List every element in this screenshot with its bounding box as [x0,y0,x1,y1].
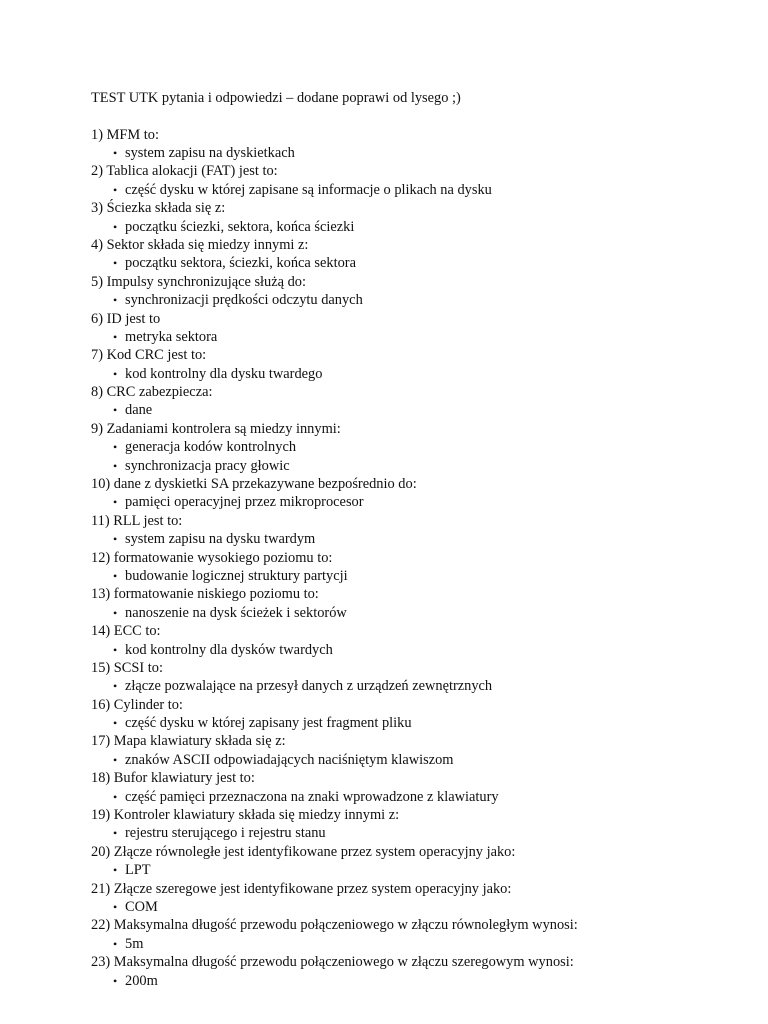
question-item: 18) Bufor klawiatury jest to: [91,770,255,787]
question-item: 11) RLL jest to: [91,512,183,529]
answer-text: złącze pozwalające na przesył danych z urządzeń zewnętrznych [125,678,493,695]
answer-text: dane [125,402,153,419]
bullet-icon: • [113,752,118,767]
answer-item [91,401,731,419]
question-item: 16) Cylinder to: [91,696,183,713]
bullet-icon: • [113,293,118,308]
question-item: 23) Maksymalna długość przewodu połączeniowego w złączu szeregowym wynosi: [91,954,574,971]
answer-text: początku ściezki, sektora, końca ściezki [125,218,355,235]
answer-item [91,567,731,585]
bullet-icon: • [113,403,118,418]
answer-text: 200m [125,972,158,989]
bullet-icon: • [113,642,118,657]
answer-text: 5m [125,935,144,952]
answer-text: generacja kodów kontrolnych [125,439,297,456]
question-item: 7) Kod CRC jest to: [91,347,207,364]
answer-text: początku sektora, ściezki, końca sektora [125,255,356,272]
answer-text: rejestru sterującego i rejestru stanu [125,825,326,842]
answer-text: część dysku w której zapisane są informacje o plikach na dysku [125,181,492,198]
answer-item [91,254,731,272]
answer-text: część pamięci przeznaczona na znaki wprowadzone z klawiatury [125,788,499,805]
bullet-icon: • [113,145,118,160]
question-item: 21) Złącze szeregowe jest identyfikowane przez system operacyjny jako: [91,880,512,897]
bullet-icon: • [113,532,118,547]
answer-item [91,530,731,548]
answer-item [91,604,731,622]
answer-text: synchronizacji prędkości odczytu danych [125,292,363,309]
bullet-icon: • [113,826,118,841]
bullet-icon: • [113,366,118,381]
answer-item [91,935,731,953]
question-item: 6) ID jest to [91,310,161,327]
answer-text: LPT [125,862,151,879]
answer-item [91,218,731,236]
question-item: 12) formatowanie wysokiego poziomu to: [91,549,333,566]
bullet-icon: • [113,440,118,455]
answer-item [91,457,731,475]
answer-item [91,328,731,346]
bullet-icon: • [113,900,118,914]
question-item: 13) formatowanie niskiego poziomu to: [91,586,319,603]
answer-item [91,788,731,806]
question-item: 17) Mapa klawiatury składa się z: [91,733,286,750]
answer-text: COM [125,899,158,915]
bullet-icon: • [113,936,118,951]
answer-text: pamięci operacyjnej przez mikroprocesor [125,494,364,511]
answer-item [91,714,731,732]
bullet-icon: • [113,219,118,234]
answer-text: część dysku w której zapisany jest fragment pliku [125,715,412,732]
question-item: 3) Ściezka składa się z: [91,200,226,217]
answer-item [91,144,731,162]
bullet-icon: • [113,256,118,271]
answer-item [91,641,731,659]
answer-item [91,751,731,769]
answer-item [91,898,731,916]
answer-text: znaków ASCII odpowiadających naciśniętym klawiszom [125,751,454,768]
bullet-icon: • [113,329,118,344]
bullet-icon: • [113,863,118,878]
question-item: 2) Tablica alokacji (FAT) jest to: [91,163,278,180]
answer-item [91,493,731,511]
answer-item [91,677,731,695]
answer-text: system zapisu na dyskietkach [125,144,295,161]
bullet-icon: • [113,973,118,988]
answer-item [91,972,731,990]
question-list [91,126,731,990]
question-item: 8) CRC zabezpiecza: [91,384,213,401]
question-item: 10) dane z dyskietki SA przekazywane bezpośrednio do: [91,476,417,493]
answer-text: kod kontrolny dla dysku twardego [125,365,323,382]
question-item: 20) Złącze równoległe jest identyfikowane przez system operacyjny jako: [91,843,516,860]
answer-item [91,291,731,309]
document-page [91,88,731,990]
bullet-icon: • [113,789,118,804]
answer-text: synchronizacja pracy głowic [125,457,290,474]
answer-text: kod kontrolny dla dysków twardych [125,641,333,658]
bullet-icon: • [113,182,118,197]
answer-text: nanoszenie na dysk ścieżek i sektorów [125,604,347,621]
question-item: 5) Impulsy synchronizujące służą do: [91,273,307,290]
answer-text: budowanie logicznej struktury partycji [125,567,348,584]
answer-item [91,438,731,456]
bullet-icon: • [113,458,118,473]
bullet-icon: • [113,568,118,583]
answer-item [91,181,731,199]
answer-item [91,861,731,879]
question-item: 9) Zadaniami kontrolera są miedzy innymi: [91,420,341,437]
question-item: 22) Maksymalna długość przewodu połączeniowego w złączu równoległym wynosi: [91,917,578,934]
question-item: 1) MFM to: [91,126,159,143]
title-spacer [91,108,731,126]
bullet-icon: • [113,605,118,620]
bullet-icon: • [113,679,118,694]
document-title: TEST UTK pytania i odpowiedzi – dodane poprawi od lysego ;) [91,90,461,106]
question-item: 15) SCSI to: [91,659,163,676]
question-item: 14) ECC to: [91,623,161,640]
answer-text: system zapisu na dysku twardym [125,531,316,548]
bullet-icon: • [113,495,118,510]
question-item: 4) Sektor składa się miedzy innymi z: [91,236,309,253]
answer-item [91,365,731,383]
question-item: 19) Kontroler klawiatury składa się miedzy innymi z: [91,807,400,824]
answer-text: metryka sektora [125,328,218,345]
bullet-icon: • [113,716,118,731]
answer-item [91,824,731,842]
